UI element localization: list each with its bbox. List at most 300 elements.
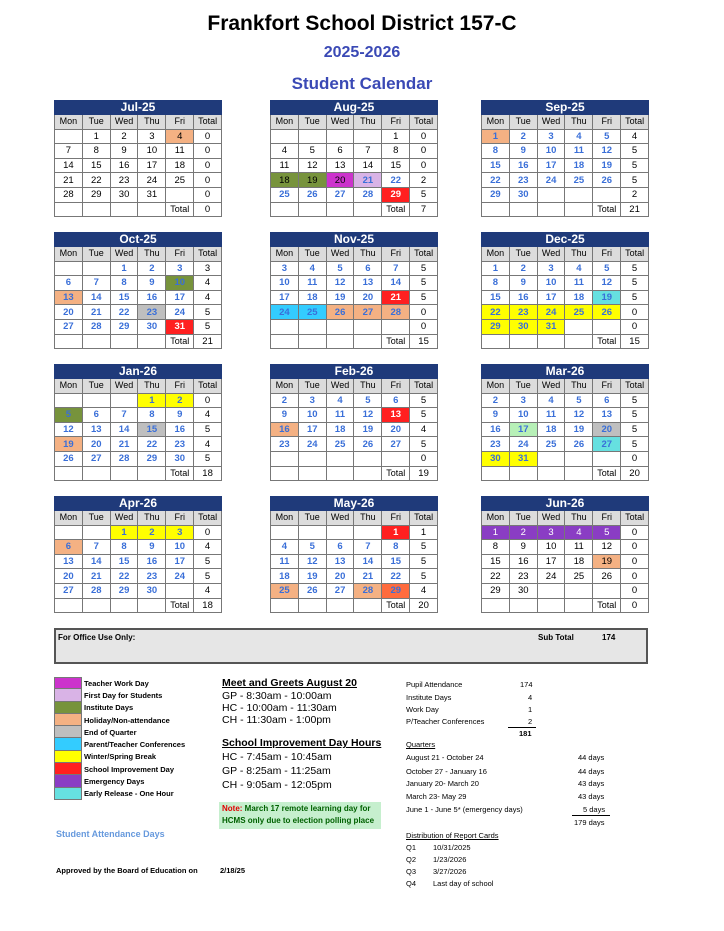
day-cell [166,583,194,598]
day-cell: 24 [138,173,166,188]
day-cell: 28 [354,583,382,598]
day-cell: 17 [537,158,565,173]
day-header: Wed [537,247,565,262]
report-quarter: Q2 [406,855,417,864]
legend-item [54,714,185,726]
day-cell: 23 [509,305,537,320]
month-total: 0 [194,202,222,217]
day-cell [55,525,83,540]
week-total: 0 [621,554,649,569]
month-calendar [481,364,649,481]
day-cell: 23 [509,173,537,188]
day-header: Wed [326,247,354,262]
week-row [55,408,222,423]
day-header: Thu [565,247,593,262]
legend-label: Emergency Days [84,777,145,787]
day-cell: 9 [482,408,510,423]
day-header: Wed [326,379,354,394]
day-cell [55,261,83,276]
summary-rule [508,727,536,728]
week-row [55,422,222,437]
day-cell: 29 [382,583,410,598]
day-header: Tue [509,379,537,394]
day-cell: 7 [55,144,83,159]
week-total: 4 [194,540,222,555]
day-header: Tue [82,247,110,262]
week-total: 5 [194,319,222,334]
day-cell: 24 [537,305,565,320]
day-cell: 4 [537,393,565,408]
week-total: 0 [410,158,438,173]
week-row [271,422,438,437]
day-header: Tue [298,247,326,262]
day-header: Total [410,511,438,526]
week-total: 3 [194,261,222,276]
day-cell: 11 [271,554,299,569]
week-total: 0 [621,451,649,466]
week-row [271,525,438,540]
week-row [482,451,649,466]
day-cell: 18 [166,158,194,173]
day-cell: 12 [593,276,621,291]
day-header: Wed [110,115,138,130]
day-cell: 7 [110,408,138,423]
day-cell: 20 [354,290,382,305]
day-cell: 25 [565,305,593,320]
day-cell: 14 [354,158,382,173]
month-total: 21 [194,334,222,349]
quarter-range: August 21 - October 24 [406,753,484,762]
week-row [271,187,438,202]
day-cell [354,525,382,540]
day-header: Thu [565,115,593,130]
day-cell: 21 [110,437,138,452]
week-row [55,319,222,334]
legend-label: Early Release - One Hour [84,789,174,799]
day-cell: 9 [138,276,166,291]
day-cell [298,525,326,540]
day-cell [593,451,621,466]
day-header: Fri [166,511,194,526]
day-cell: 7 [354,540,382,555]
week-row [482,583,649,598]
week-total: 0 [194,173,222,188]
day-cell: 10 [537,144,565,159]
day-cell: 10 [271,276,299,291]
week-row [55,129,222,144]
week-row [482,129,649,144]
day-cell: 16 [138,290,166,305]
day-cell [565,319,593,334]
week-total: 0 [621,583,649,598]
day-cell: 1 [110,261,138,276]
month-header: Aug-25 [271,101,438,115]
day-cell: 1 [482,129,510,144]
day-cell: 30 [509,319,537,334]
week-total: 4 [194,290,222,305]
day-cell: 6 [354,261,382,276]
week-row [271,554,438,569]
day-header: Thu [138,379,166,394]
report-quarter: Q3 [406,867,417,876]
day-cell: 26 [593,569,621,584]
day-cell: 22 [382,569,410,584]
week-row [55,158,222,173]
day-header: Wed [326,115,354,130]
week-total: 0 [410,305,438,320]
day-cell: 20 [326,569,354,584]
day-cell: 5 [326,261,354,276]
month-calendar [481,232,649,349]
legend-item [54,763,185,775]
summary-total: 181 [519,729,532,738]
day-cell: 6 [82,408,110,423]
day-cell [271,129,299,144]
day-cell: 31 [166,319,194,334]
day-cell: 1 [382,525,410,540]
week-row [482,554,649,569]
report-cards-heading: Distribution of Report Cards [406,831,499,840]
total-label: Total [593,598,621,613]
day-cell: 21 [354,569,382,584]
week-row [271,408,438,423]
week-total: 0 [621,569,649,584]
day-cell: 8 [382,540,410,555]
day-cell: 3 [537,261,565,276]
week-total: 4 [194,408,222,423]
legend-swatch [54,775,82,787]
day-cell: 24 [537,569,565,584]
day-cell: 29 [82,187,110,202]
day-cell: 18 [565,290,593,305]
report-date: Last day of school [433,879,494,888]
day-cell: 15 [482,158,510,173]
month-calendar [270,496,438,613]
day-cell: 19 [55,437,83,452]
week-total: 5 [621,276,649,291]
day-header: Thu [565,379,593,394]
week-total: 5 [410,569,438,584]
legend-item [54,677,185,689]
week-total: 0 [410,144,438,159]
day-header: Thu [354,115,382,130]
day-cell: 3 [138,129,166,144]
day-cell: 30 [138,583,166,598]
day-cell: 27 [354,305,382,320]
day-cell: 1 [482,261,510,276]
day-cell: 6 [326,540,354,555]
day-cell: 8 [110,276,138,291]
day-cell: 22 [82,173,110,188]
week-total: 2 [621,187,649,202]
day-cell [565,583,593,598]
legend-swatch [54,788,82,800]
subtotal-label: Sub Total [538,633,574,642]
day-cell: 4 [565,525,593,540]
day-cell: 19 [354,422,382,437]
quarter-range: October 27 - January 16 [406,767,487,776]
day-cell [565,187,593,202]
day-cell: 24 [509,437,537,452]
day-cell: 14 [82,290,110,305]
day-cell: 15 [382,554,410,569]
quarter-range: January 20- March 20 [406,779,479,788]
day-header: Wed [110,511,138,526]
total-label: Total [382,334,410,349]
week-row [482,408,649,423]
total-label: Total [593,202,621,217]
day-cell [537,451,565,466]
day-header: Tue [509,247,537,262]
day-header: Fri [593,247,621,262]
day-header: Total [410,247,438,262]
day-cell [271,525,299,540]
total-label: Total [593,334,621,349]
day-cell: 25 [166,173,194,188]
day-cell: 13 [55,554,83,569]
day-cell: 2 [509,525,537,540]
day-cell: 15 [482,290,510,305]
week-row [271,290,438,305]
day-header: Fri [593,115,621,130]
month-header: Dec-25 [482,233,649,247]
day-cell: 9 [166,408,194,423]
day-cell: 6 [382,393,410,408]
day-cell: 24 [166,569,194,584]
day-cell: 2 [509,129,537,144]
day-header: Wed [110,379,138,394]
month-header: Sep-25 [482,101,649,115]
quarters-heading: Quarters [406,740,436,749]
legend-item [54,738,185,750]
day-cell: 15 [110,554,138,569]
week-total: 5 [410,437,438,452]
approved-label: Approved by the Board of Education on [56,866,198,875]
day-cell: 30 [509,187,537,202]
month-header: Nov-25 [271,233,438,247]
day-cell: 19 [298,173,326,188]
day-cell: 18 [565,158,593,173]
day-cell [110,393,138,408]
day-cell: 20 [326,173,354,188]
day-header: Mon [482,379,510,394]
day-header: Mon [482,115,510,130]
week-row [55,554,222,569]
day-cell: 22 [482,305,510,320]
meet-greets-line: GP - 8:30am - 10:00am [222,690,332,702]
meet-greets-line: HC - 10:00am - 11:30am [222,702,337,714]
day-cell: 14 [55,158,83,173]
day-cell [326,319,354,334]
day-cell: 7 [82,276,110,291]
day-header: Wed [537,115,565,130]
week-total: 5 [410,554,438,569]
quarter-range: March 23- May 29 [406,792,467,801]
day-cell: 5 [55,408,83,423]
legend-swatch [54,677,82,689]
day-cell: 25 [326,437,354,452]
day-cell: 28 [354,187,382,202]
day-header: Fri [166,115,194,130]
day-header: Mon [55,379,83,394]
day-cell: 11 [271,158,299,173]
day-cell [166,187,194,202]
day-cell: 12 [593,144,621,159]
month-header: Jan-26 [55,365,222,379]
day-cell: 20 [55,569,83,584]
day-cell [537,187,565,202]
day-header: Fri [382,115,410,130]
legend-item [54,788,185,800]
day-cell: 14 [382,276,410,291]
day-cell: 12 [565,408,593,423]
day-cell: 5 [298,540,326,555]
day-cell: 26 [593,305,621,320]
report-date: 10/31/2025 [433,843,471,852]
improvement-line: CH - 9:05am - 12:05pm [222,779,332,791]
day-cell: 2 [166,393,194,408]
day-cell: 27 [326,583,354,598]
month-total: 20 [621,466,649,481]
day-cell: 9 [110,144,138,159]
day-header: Wed [537,511,565,526]
day-cell [271,451,299,466]
week-total: 4 [194,437,222,452]
day-cell: 21 [82,569,110,584]
day-cell: 16 [138,554,166,569]
month-header: Jun-26 [482,497,649,511]
day-cell [593,187,621,202]
day-cell: 23 [482,437,510,452]
week-row [482,305,649,320]
day-cell: 2 [138,525,166,540]
week-row [482,144,649,159]
day-header: Total [621,511,649,526]
day-cell: 11 [166,144,194,159]
day-header: Wed [110,247,138,262]
week-total: 5 [194,422,222,437]
day-cell: 13 [326,158,354,173]
week-total: 5 [410,187,438,202]
month-total: 19 [410,466,438,481]
day-header: Thu [354,379,382,394]
day-header: Tue [298,115,326,130]
day-header: Tue [509,511,537,526]
day-header: Mon [55,247,83,262]
meet-greets-line: CH - 11:30am - 1:00pm [222,714,331,726]
legend-swatch [54,738,82,750]
month-header: Jul-25 [55,101,222,115]
day-cell: 24 [537,173,565,188]
day-cell: 21 [382,290,410,305]
day-cell: 23 [271,437,299,452]
week-total: 4 [194,583,222,598]
day-cell [82,393,110,408]
day-cell: 7 [354,144,382,159]
note-prefix: Note: [222,804,243,813]
day-cell: 24 [166,305,194,320]
school-year: 2025-2026 [323,44,401,61]
week-row [55,276,222,291]
day-cell: 13 [326,554,354,569]
week-row [55,583,222,598]
day-cell [354,319,382,334]
day-cell: 30 [509,583,537,598]
week-row [55,451,222,466]
day-cell: 13 [354,276,382,291]
week-total: 0 [410,129,438,144]
day-cell: 5 [298,144,326,159]
day-cell: 20 [382,422,410,437]
day-cell [537,583,565,598]
quarter-days: 44 days [578,753,605,762]
day-cell: 8 [482,276,510,291]
month-calendar [481,496,649,613]
week-total: 5 [621,422,649,437]
day-cell: 15 [82,158,110,173]
day-cell: 15 [382,158,410,173]
month-calendar [270,232,438,349]
day-cell: 11 [565,540,593,555]
day-cell: 1 [82,129,110,144]
week-row [482,540,649,555]
day-header: Total [194,247,222,262]
day-cell: 30 [166,451,194,466]
day-cell: 10 [298,408,326,423]
day-header: Tue [509,115,537,130]
day-cell: 4 [565,129,593,144]
week-total: 5 [621,393,649,408]
week-row [271,173,438,188]
day-cell: 16 [509,554,537,569]
day-header: Mon [482,511,510,526]
day-cell: 18 [298,290,326,305]
improvement-heading: School Improvement Day Hours [222,737,382,749]
summary-label: Institute Days [406,693,452,702]
day-cell: 22 [482,569,510,584]
day-cell: 29 [382,187,410,202]
total-label: Total [166,466,194,481]
day-header: Mon [55,511,83,526]
day-header: Total [194,379,222,394]
day-header: Fri [382,511,410,526]
day-cell: 11 [537,408,565,423]
day-cell: 15 [482,554,510,569]
week-total: 0 [410,319,438,334]
day-cell: 27 [55,583,83,598]
day-cell: 3 [509,393,537,408]
day-cell: 17 [271,290,299,305]
week-total: 0 [194,525,222,540]
quarter-days: 43 days [578,779,605,788]
day-cell: 18 [271,569,299,584]
summary-label: Pupil Attendance [406,680,463,689]
calendar-subtitle: Student Calendar [291,74,433,93]
legend-item [54,726,185,738]
day-cell: 18 [326,422,354,437]
quarter-days: 43 days [578,792,605,801]
total-label: Total [166,202,194,217]
day-cell: 19 [593,158,621,173]
month-calendar [54,364,222,481]
week-row [482,422,649,437]
attendance-days-label: Student Attendance Days [56,829,165,839]
day-header: Tue [82,511,110,526]
day-cell: 8 [110,540,138,555]
day-header: Thu [138,511,166,526]
day-cell: 27 [382,437,410,452]
day-cell: 17 [298,422,326,437]
